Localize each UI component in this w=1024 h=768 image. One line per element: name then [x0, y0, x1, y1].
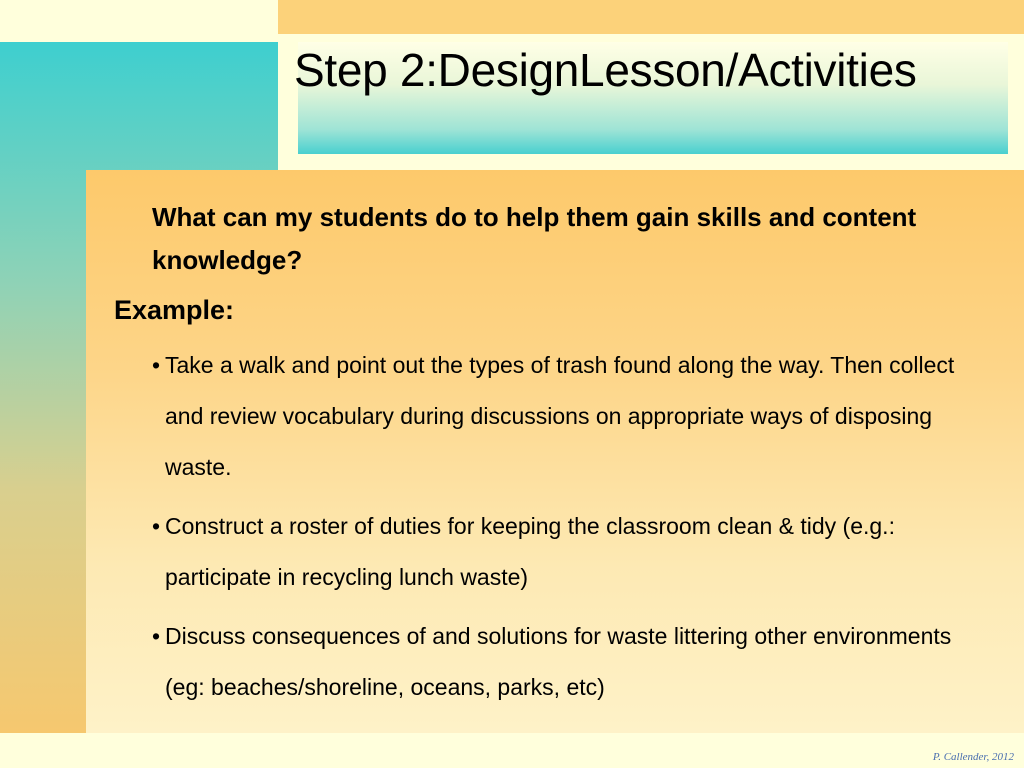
guiding-question: What can my students do to help them gain skills and content knowledge?	[152, 202, 917, 275]
slide-title: Step 2:DesignLesson/Activities	[294, 44, 917, 96]
example-heading: Example:	[114, 295, 235, 325]
bullet-text: Discuss consequences of and solutions for waste littering other environments (eg: beaches/shoreline, oceans, parks, etc)	[165, 623, 952, 700]
bullet-icon: •	[152, 513, 161, 539]
top-decorative-bar	[278, 0, 1024, 34]
bullet-item	[152, 340, 972, 493]
bullet-text: Construct a roster of duties for keeping the classroom clean & tidy (e.g.: participate in recycling lunch waste)	[165, 513, 895, 590]
footer-credit: P. Callender, 2012	[932, 751, 1014, 763]
bullet-icon: •	[152, 623, 161, 649]
bullet-item	[152, 611, 972, 713]
example-bullet-list	[152, 340, 972, 721]
bullet-item	[152, 501, 972, 603]
bullet-text: Take a walk and point out the types of trash found along the way. Then collect and review vocabulary during discussions on appropriate ways of disposing waste.	[165, 352, 955, 480]
bullet-icon: •	[152, 352, 161, 378]
